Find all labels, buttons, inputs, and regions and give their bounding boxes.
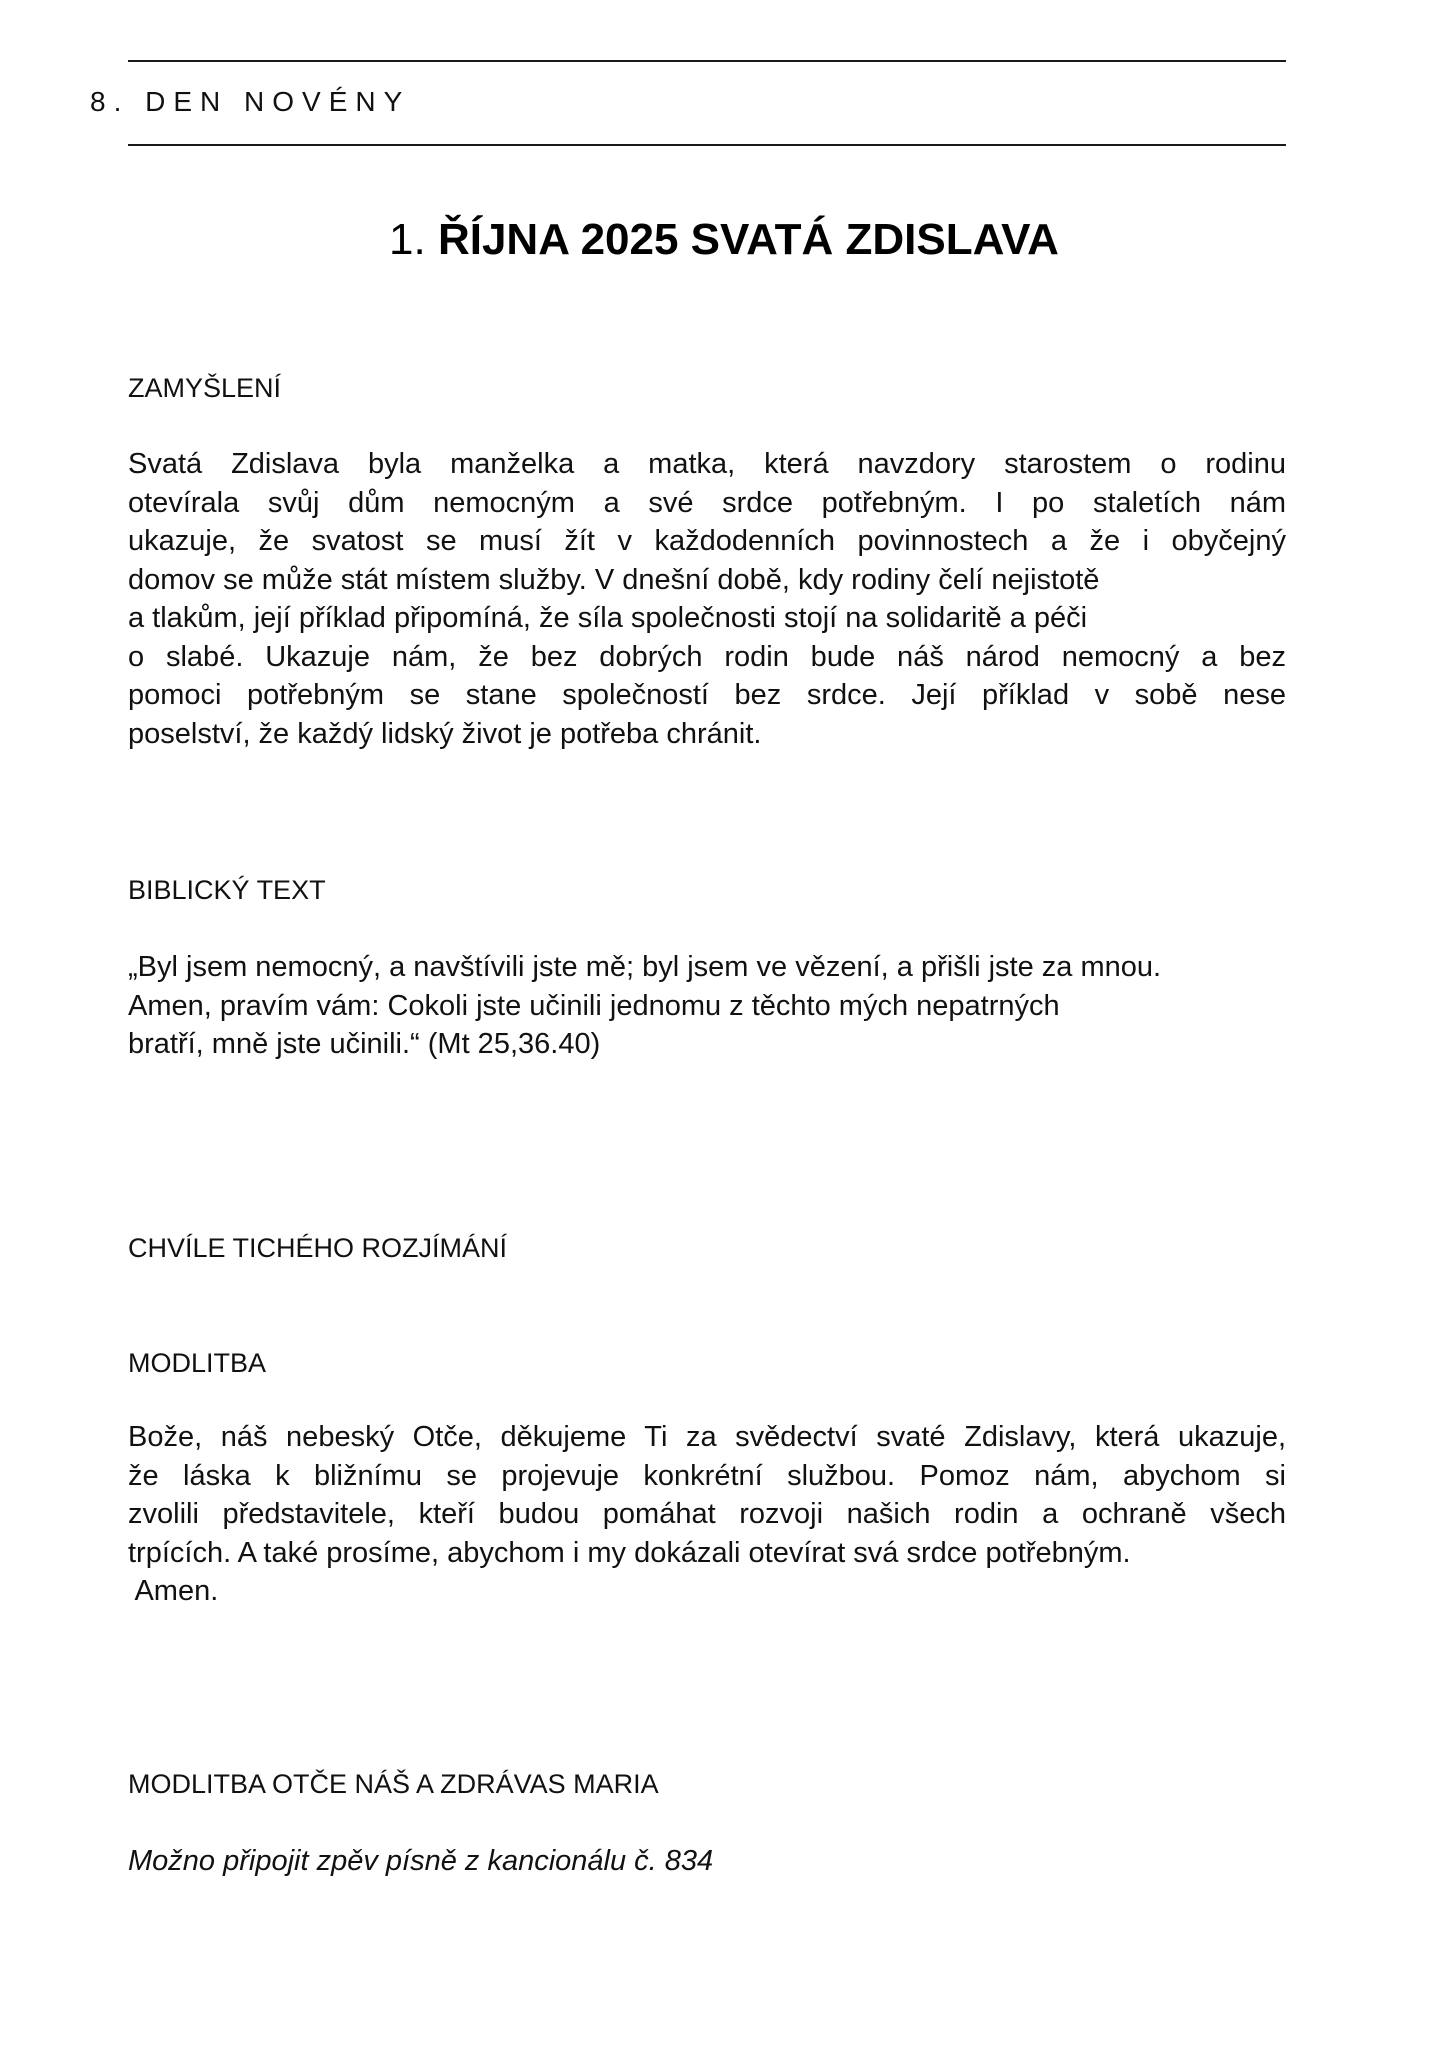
prayer-paragraph [128, 1418, 1286, 1611]
paragraph-line: o slabé. Ukazuje nám, že bez dobrých rodin bude náš národ nemocný a bez [128, 640, 1286, 673]
paragraph-line: poselství, že každý lidský život je potřeba chránit. [128, 717, 762, 750]
paragraph-line: Svatá Zdislava byla manželka a matka, která navzdory starostem o rodinu [128, 448, 1286, 480]
section-heading-closing-prayers: MODLITBA OTČE NÁŠ A ZDRÁVAS MARIA [128, 1769, 659, 1799]
bible-quote [128, 948, 1286, 1064]
reflection-paragraph [128, 445, 1286, 753]
section-heading-prayer: MODLITBA [128, 1348, 267, 1378]
paragraph-line: pomoci potřebným se stane společností bez srdce. Její příklad v sobě nese [128, 679, 1286, 711]
quote-line: Amen, pravím vám: Cokoli jste učinili jednomu z těchto mých nepatrných [128, 989, 1060, 1022]
header-bottom-rule [128, 144, 1286, 146]
paragraph-line: zvolili představitele, kteří budou pomáhat rozvoji našich rodin a ochraně všech [128, 1498, 1286, 1530]
paragraph-line: trpících. A také prosíme, abychom i my dokázali otevírat svá srdce potřebným. [128, 1536, 1131, 1569]
title-date-number: 1. [389, 215, 426, 264]
paragraph-line: otevírala svůj dům nemocným a své srdce potřebným. I po staletích nám [128, 486, 1286, 519]
paragraph-line: ukazuje, že svatost se musí žít v každodenních povinnostech a že i obyčejný [128, 525, 1286, 557]
paragraph-line: domov se může stát místem služby. V dnešní době, kdy rodiny čelí nejistotě [128, 563, 1100, 596]
novena-day-label: 8. DEN NOVÉNY [90, 86, 411, 117]
page-title [0, 212, 1448, 268]
quote-line: bratří, mně jste učinili.“ (Mt 25,36.40) [128, 1028, 601, 1060]
hymn-note: Možno připojit zpěv písně z kancionálu č. 834 [128, 1845, 714, 1877]
paragraph-line: a tlakům, její příklad připomíná, že síla společnosti stojí na solidaritě a péči [128, 602, 1088, 634]
title-text: ŘÍJNA 2025 SVATÁ ZDISLAVA [437, 215, 1059, 264]
paragraph-line: Amen. [128, 1575, 219, 1607]
section-heading-silence: CHVÍLE TICHÉHO ROZJÍMÁNÍ [128, 1233, 508, 1263]
paragraph-line: Bože, náš nebeský Otče, děkujeme Ti za svědectví svaté Zdislavy, která ukazuje, [128, 1421, 1286, 1453]
section-heading-reflection: ZAMYŠLENÍ [128, 373, 282, 403]
quote-line: „Byl jsem nemocný, a navštívili jste mě; byl jsem ve vězení, a přišli jste za mnou. [128, 951, 1162, 983]
section-heading-bible: BIBLICKÝ TEXT [128, 875, 326, 905]
paragraph-line: že láska k bližnímu se projevuje konkrétní službou. Pomoz nám, abychom si [128, 1459, 1286, 1492]
header-top-rule [128, 60, 1286, 62]
